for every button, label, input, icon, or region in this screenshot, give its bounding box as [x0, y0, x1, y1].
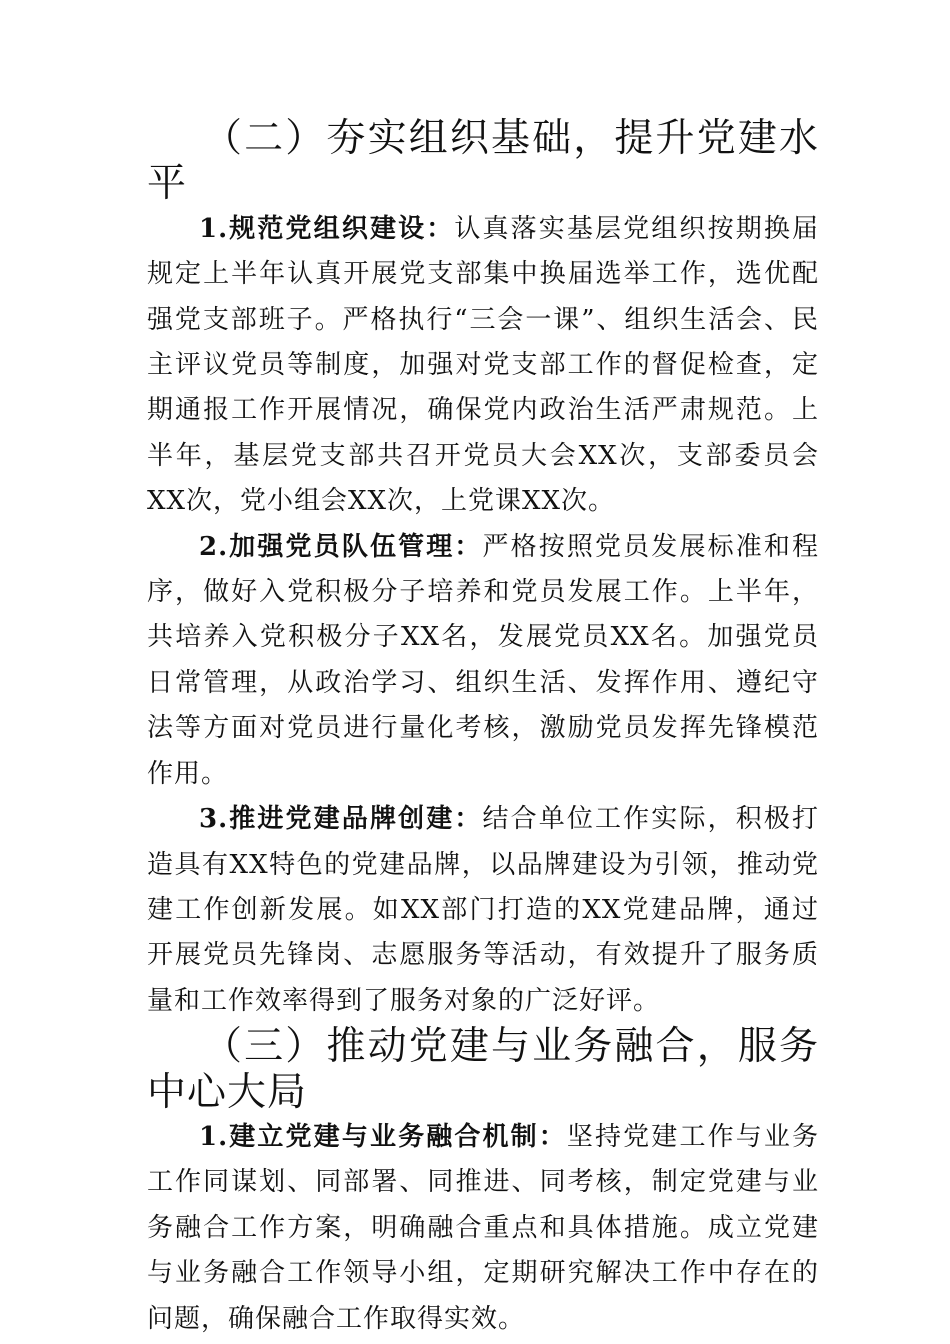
paragraph-body: 认真落实基层党组织按期换届规定上半年认真开展党支部集中换届选举工作，选优配强党支部班子。严格执行“三会一课”、组织生活会、民主评议党员等制度，加强对党支部工作的督促检查，定期通报工作开展情况，确保党内政治生活严肃规范。上半年，基层党支部共召开党员大会XX次，支部委员会XX次，党小组会XX次，上党课XX次。 [147, 213, 819, 517]
paragraph-lead: 2.加强党员队伍管理： [199, 531, 483, 562]
paragraph-body: 结合单位工作实际，积极打造具有XX特色的党建品牌，以品牌建设为引领，推动党建工作创新发展。如XX部门打造的XX党建品牌，通过开展党员先锋岗、志愿服务等活动，有效提升了服务质量和工作效率得到了服务对象的广泛好评。 [147, 804, 819, 1016]
document-page [147, 116, 819, 1342]
paragraph-2 [147, 525, 819, 797]
paragraph-lead: 1.规范党组织建设： [199, 213, 455, 244]
paragraph-body: 坚持党建工作与业务工作同谋划、同部署、同推进、同考核，制定党建与业务融合工作方案，明确融合重点和具体措施。成立党建与业务融合工作领导小组，定期研究解决工作中存在的问题，确保融合工作取得实效。 [147, 1121, 819, 1334]
paragraph-4 [147, 1115, 819, 1342]
paragraph-3 [147, 797, 819, 1024]
paragraph-lead: 1.建立党建与业务融合机制： [199, 1121, 567, 1152]
paragraph-lead: 3.推进党建品牌创建： [199, 804, 483, 835]
section-heading-2: （二）夯实组织基础，提升党建水平 [147, 116, 819, 207]
paragraph-body: 严格按照党员发展标准和程序，做好入党积极分子培养和党员发展工作。上半年，共培养入党积极分子XX名，发展党员XX名。加强党员日常管理，从政治学习、组织生活、发挥作用、遵纪守法等方面对党员进行量化考核，激励党员发挥先锋模范作用。 [147, 531, 819, 789]
paragraph-1 [147, 207, 819, 525]
section-heading-3: （三）推动党建与业务融合，服务中心大局 [147, 1024, 819, 1115]
